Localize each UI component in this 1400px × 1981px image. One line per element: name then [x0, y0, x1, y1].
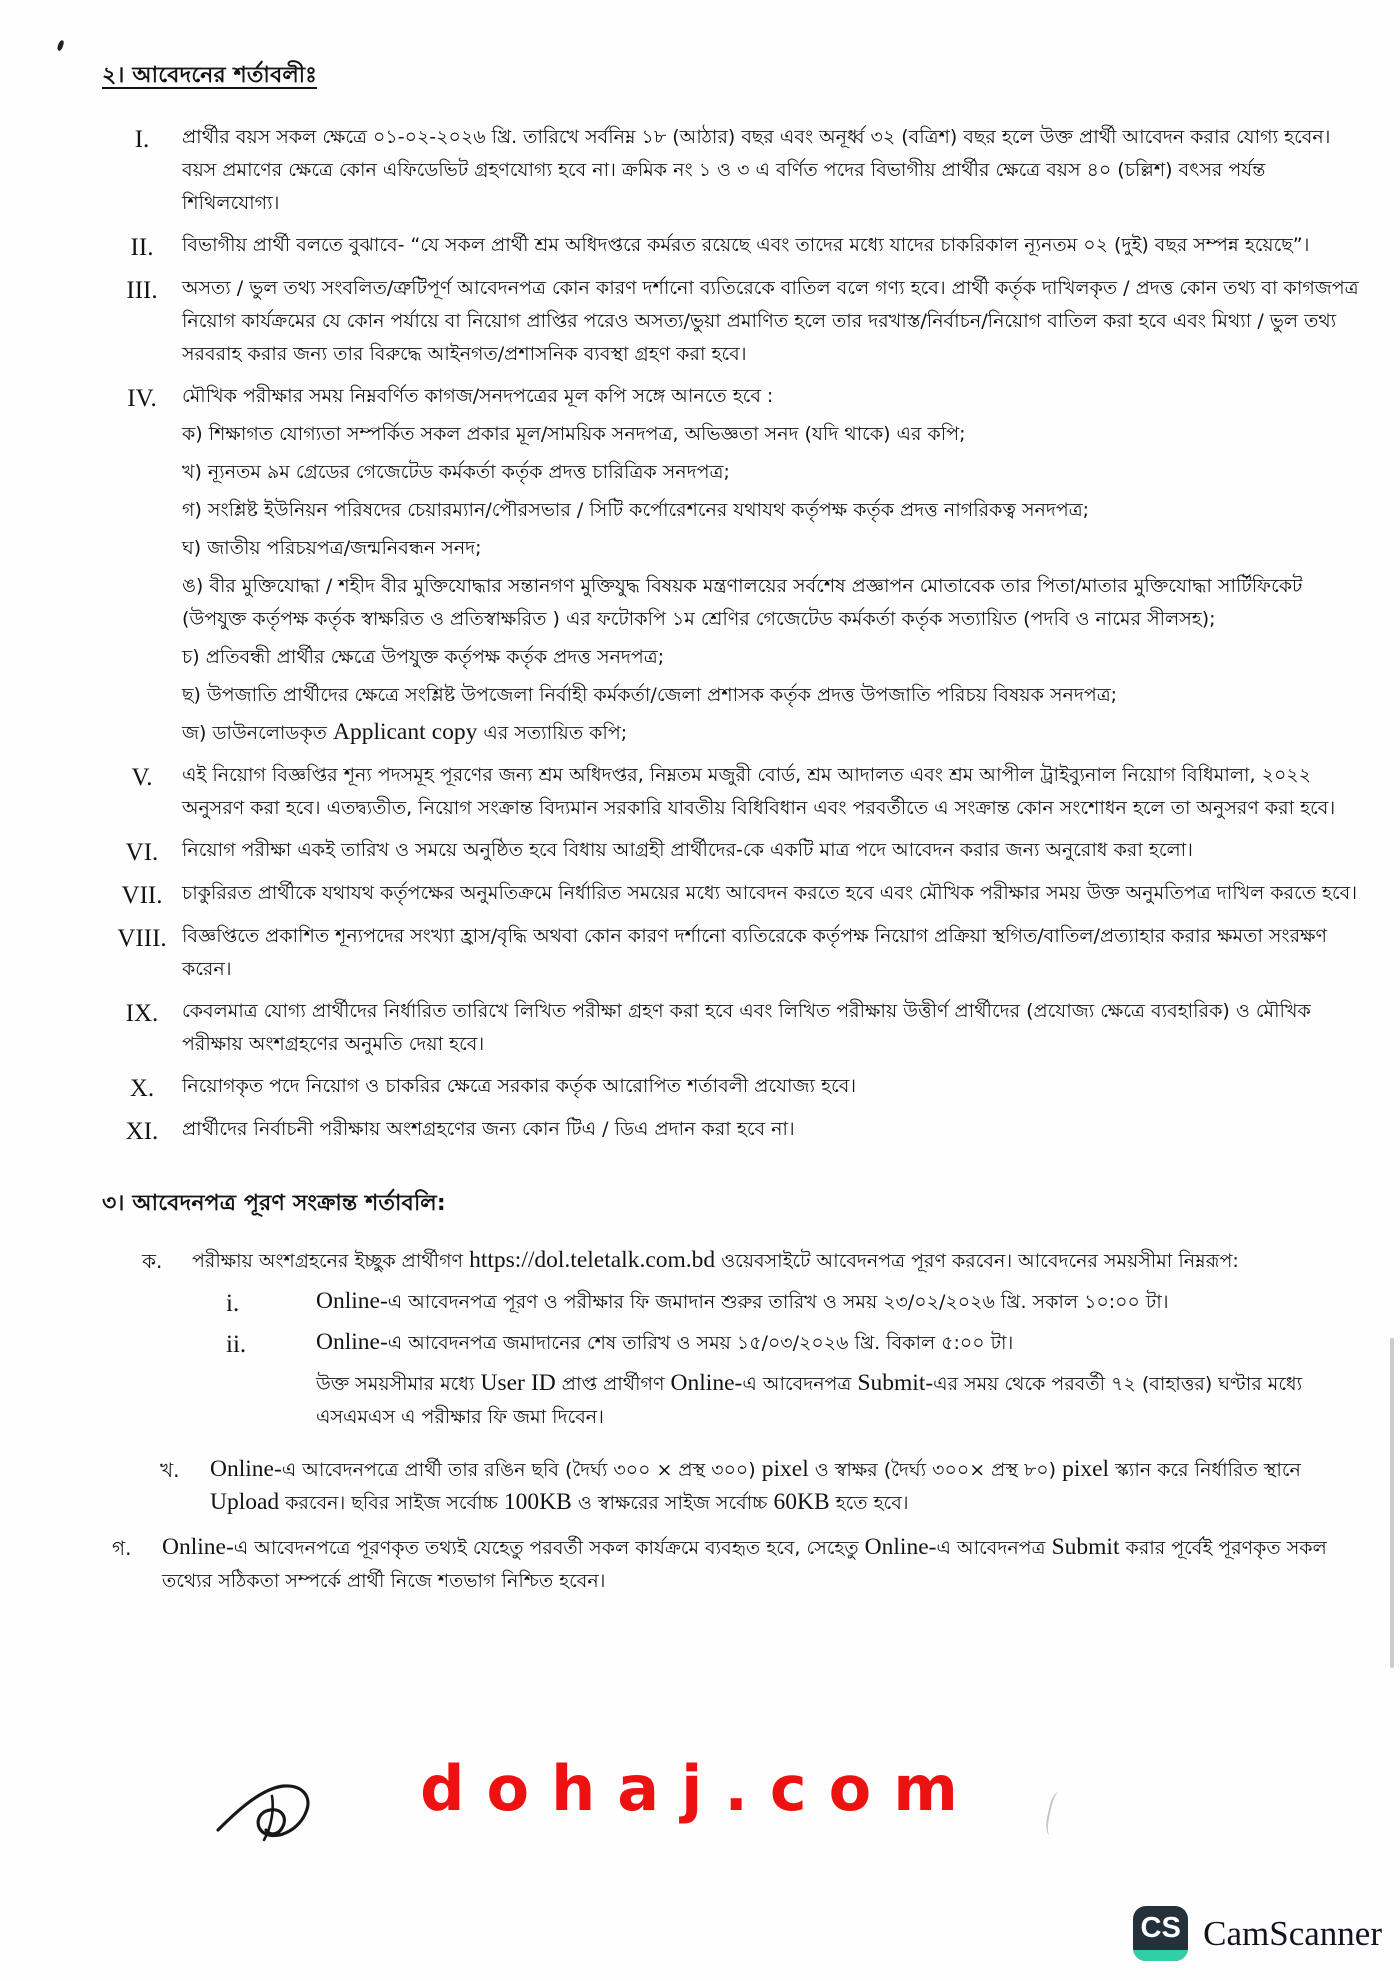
section2-heading: ২। আবেদনের শর্তাবলীঃ: [102, 63, 318, 88]
watermark-text: dohaj.com: [420, 1752, 980, 1825]
term-item-marker: X.: [129, 1075, 155, 1102]
term-item: [102, 121, 1374, 220]
term-item-text: বিজ্ঞপ্তিতে প্রকাশিত শূন্যপদের সংখ্যা হ্রাস/বৃদ্ধি অথবা কোন কারণ দর্শানো ব্যতিরেকে কর্তৃপক্ষ নিয়োগ প্রক্রিয়া স্থগিত/বাতিল/প্রত্যাহার করার ক্ষমতা সংরক্ষণ করেন।: [182, 925, 1327, 980]
term-sub-item-text: ক) শিক্ষাগত যোগ্যতা সম্পর্কিত সকল প্রকার মূল/সাময়িক সনদপত্র, অভিজ্ঞতা সনদ (যদি থাকে) এর কপি;: [182, 423, 966, 445]
camscanner-label: CamScanner: [1203, 1913, 1382, 1953]
application-term-body: [210, 1454, 1374, 1520]
term-item-marker: II.: [130, 234, 154, 261]
term-item-text: অসত্য / ভুল তথ্য সংবলিত/ত্রুটিপূর্ণ আবেদনপত্র কোন কারণ দর্শানো ব্যতিরেকে বাতিল বলে গণ্য হবে। প্রার্থী কর্তৃক দাখিলকৃত / প্রদত্ত কোন তথ্য বা কাগজপত্র নিয়োগ কার্যক্রমের যে কোন পর্যায়ে বা নিয়োগ প্রাপ্তির পরেও অসত্য/ভুয়া প্রমাণিত হলে তার দরখাস্ত/নির্বাচন/নিয়োগ বাতিল করা হবে এবং মিথ্যা / ভুল তথ্য সরবরাহ করার জন্য তার বিরুদ্ধে আইনগত/প্রশাসনিক ব্যবস্থা গ্রহণ করা হবে।: [182, 277, 1359, 365]
schedule-sub-item-marker: ii.: [226, 1331, 247, 1358]
application-term-text: Online-এ আবেদনপত্রে পূরণকৃত তথ্যই যেহেতু পরবর্তী সকল কার্যক্রমে ব্যবহৃত হবে, সেহেতু Online-এ আবেদনপত্র Submit করার পূর্বেই পূরণকৃত সকল তথ্যের সঠিকতা সম্পর্কে প্রার্থী নিজে শতভাগ নিশ্চিত হবেন।: [162, 1534, 1327, 1592]
term-sub-item-text: ঘ) জাতীয় পরিচয়পত্র/জন্মনিবন্ধন সনদ;: [182, 537, 482, 559]
schedule-sub-item-text: Online-এ আবেদনপত্র জমাদানের শেষ তারিখ ও সময় ১৫/০৩/২০২৬ খ্রি. বিকাল ৫:০০ টা।: [316, 1329, 1014, 1355]
application-term-item: [142, 1245, 1374, 1442]
term-item: [102, 759, 1374, 825]
document-content: [102, 58, 1374, 1610]
term-item-text: মৌখিক পরীক্ষার সময় নিম্নবর্ণিত কাগজ/সনদপত্রের মূল কপি সঙ্গে আনতে হবে :: [182, 385, 774, 407]
term-item-marker: V.: [131, 764, 153, 791]
term-item-body: [182, 380, 1374, 750]
application-terms-list: [102, 1245, 1374, 1598]
application-term-marker: গ.: [112, 1536, 132, 1560]
application-term-item: [160, 1454, 1374, 1520]
term-item: [102, 1113, 1374, 1147]
scan-speck: [56, 39, 64, 51]
term-item-body: [182, 1070, 1374, 1104]
term-item-body: [182, 121, 1374, 220]
term-item-body: [182, 759, 1374, 825]
term-item-body: [182, 272, 1374, 371]
term-item-text: প্রার্থীর বয়স সকল ক্ষেত্রে ০১-০২-২০২৬ খ্রি. তারিখে সর্বনিম্ন ১৮ (আঠার) বছর এবং অনূর্ধ্ব ৩২ (বত্রিশ) বছর হলে উক্ত প্রার্থী আবেদন করার যোগ্য হবেন। বয়স প্রমাণের ক্ষেত্রে কোন এফিডেভিট গ্রহণযোগ্য হবে না। ক্রমিক নং ১ ও ৩ এ বর্ণিত পদের বিভাগীয় প্রার্থীর ক্ষেত্রে বয়স ৪০ (চল্লিশ) বৎসর পর্যন্ত শিথিলযোগ্য।: [182, 126, 1331, 214]
term-item-body: [182, 834, 1374, 868]
term-item: [102, 229, 1374, 263]
camscanner-logo: [1133, 1906, 1382, 1961]
term-item-marker: III.: [126, 277, 158, 304]
schedule-sub-item: [226, 1286, 1374, 1319]
term-item-marker: IV.: [127, 385, 157, 412]
term-item-body: [182, 995, 1374, 1061]
term-item-text: এই নিয়োগ বিজ্ঞপ্তির শূন্য পদসমূহ পূরণের জন্য শ্রম অধিদপ্তর, নিম্নতম মজুরী বোর্ড, শ্রম আদালত এবং শ্রম আপীল ট্রাইব্যুনাল নিয়োগ বিধিমালা, ২০২২ অনুসরণ করা হবে। এতদ্ব্যতীত, নিয়োগ সংক্রান্ত বিদ্যমান সরকারি যাবতীয় বিধিবিধান এবং পরবর্তীতে এ সংক্রান্ত কোন সংশোধন হলে তা অনুসরণ করা হবে।: [182, 764, 1336, 819]
term-item-body: [182, 920, 1374, 986]
term-item-text: বিভাগীয় প্রার্থী বলতে বুঝাবে- “যে সকল প্রার্থী শ্রম অধিদপ্তরে কর্মরত রয়েছে এবং তাদের মধ্যে যাদের চাকরিকাল ন্যূনতম ০২ (দুই) বছর সম্পন্ন হয়েছে”।: [182, 234, 1310, 256]
term-item-body: [182, 229, 1374, 263]
term-sub-item-text: গ) সংশ্লিষ্ট ইউনিয়ন পরিষদের চেয়ারম্যান/পৌরসভার / সিটি কর্পোরেশনের যথাযথ কর্তৃপক্ষ কর্তৃক প্রদত্ত নাগরিকত্ব সনদপত্র;: [182, 499, 1090, 521]
application-term-text: Online-এ আবেদনপত্রে প্রার্থী তার রঙিন ছবি (দৈর্ঘ্য ৩০০ × প্রস্থ ৩০০) pixel ও স্বাক্ষর (দৈর্ঘ্য ৩০০× প্রস্থ ৮০) pixel স্ক্যান করে নির্ধারিত স্থানে Upload করবেন। ছবির সাইজ সর্বোচ্চ 100KB ও স্বাক্ষরের সাইজ সর্বোচ্চ 60KB হতে হবে।: [210, 1456, 1301, 1515]
term-item-marker: IX.: [125, 1000, 159, 1027]
term-sub-item-text: খ) ন্যূনতম ৯ম গ্রেডের গেজেটেড কর্মকর্তা কর্তৃক প্রদত্ত চারিত্রিক সনদপত্র;: [182, 461, 730, 483]
scan-edge-artifact: [1390, 1338, 1394, 1668]
term-item-marker: I.: [134, 126, 150, 153]
term-item: [102, 995, 1374, 1061]
term-item: [102, 1070, 1374, 1104]
term-sub-item-text: চ) প্রতিবন্ধী প্রার্থীর ক্ষেত্রে উপযুক্ত কর্তৃপক্ষ কর্তৃক প্রদত্ত সনদপত্র;: [182, 646, 665, 668]
term-item-text: প্রার্থীদের নির্বাচনী পরীক্ষায় অংশগ্রহণের জন্য কোন টিএ / ডিএ প্রদান করা হবে না।: [182, 1118, 795, 1140]
term-item-text: কেবলমাত্র যোগ্য প্রার্থীদের নির্ধারিত তারিখে লিখিত পরীক্ষা গ্রহণ করা হবে এবং লিখিত পরীক্ষায় উত্তীর্ণ প্রার্থীদের (প্রযোজ্য ক্ষেত্রে ব্যবহারিক) ও মৌখিক পরীক্ষায় অংশগ্রহণের অনুমতি দেয়া হবে।: [182, 1000, 1311, 1055]
term-item: [102, 272, 1374, 371]
term-item-marker: VII.: [121, 882, 163, 909]
application-term-marker: খ.: [160, 1458, 180, 1482]
term-item-text: নিয়োগ পরীক্ষা একই তারিখ ও সময়ে অনুষ্ঠিত হবে বিধায় আগ্রহী প্রার্থীদের-কে একটি মাত্র পদে আবেদন করার জন্য অনুরোধ করা হলো।: [182, 839, 1193, 861]
schedule-sub-item-text: উক্ত সময়সীমার মধ্যে User ID প্রাপ্ত প্রার্থীগণ Online-এ আবেদনপত্র Submit-এর সময় থেকে পরবর্তী ৭২ (বাহাত্তর) ঘণ্টার মধ্যে এসএমএস এ পরীক্ষার ফি জমা দিবেন।: [316, 1370, 1303, 1428]
schedule-sub-item: [226, 1327, 1374, 1360]
application-term-marker: ক.: [142, 1249, 163, 1273]
term-item-body: [182, 1113, 1374, 1147]
term-sub-item-text: ঙ) বীর মুক্তিযোদ্ধা / শহীদ বীর মুক্তিযোদ্ধার সন্তানগণ মুক্তিযুদ্ধ বিষয়ক মন্ত্রণালয়ের সর্বশেষ প্রজ্ঞাপন মোতাবেক তার পিতা/মাতার মুক্তিযোদ্ধা সার্টিফিকেট (উপযুক্ত কর্তৃপক্ষ কর্তৃক স্বাক্ষরিত ও প্রতিস্বাক্ষরিত ) এর ফটোকপি ১ম শ্রেণির গেজেটেড কর্মকর্তা কর্তৃক সত্যায়িত (পদবি ও নামের সীলসহ);: [182, 575, 1303, 630]
term-sub-item-text: ছ) উপজাতি প্রার্থীদের ক্ষেত্রে সংশ্লিষ্ট উপজেলা নির্বাহী কর্মকর্তা/জেলা প্রশাসক কর্তৃক প্রদত্ত উপজাতি পরিচয় বিষয়ক সনদপত্র;: [182, 684, 1118, 706]
camscanner-icon-accent-bar: [1133, 1950, 1188, 1961]
schedule-sub-item: [226, 1368, 1374, 1434]
application-term-body: [162, 1532, 1374, 1598]
schedule-sub-item-marker: [226, 1368, 316, 1434]
term-item-body: [182, 877, 1374, 911]
term-item: [102, 380, 1374, 750]
application-term-body: [192, 1245, 1374, 1442]
section3-heading: ৩। আবেদনপত্র পূরণ সংক্রান্ত শর্তাবলি:: [102, 1191, 446, 1216]
term-item-marker: XI.: [125, 1118, 159, 1145]
term-item-text: নিয়োগকৃত পদে নিয়োগ ও চাকরির ক্ষেত্রে সরকার কর্তৃক আরোপিত শর্তাবলী প্রযোজ্য হবে।: [182, 1075, 857, 1097]
term-item: [102, 834, 1374, 868]
term-sub-item-text: জ) ডাউনলোডকৃত Applicant copy এর সত্যায়িত কপি;: [182, 719, 628, 745]
schedule-sub-item-text: Online-এ আবেদনপত্র পূরণ ও পরীক্ষার ফি জমাদান শুরুর তারিখ ও সময় ২৩/০২/২০২৬ খ্রি. সকাল ১০:০০ টা।: [316, 1288, 1169, 1314]
application-term-text: পরীক্ষায় অংশগ্রহনের ইচ্ছুক প্রার্থীগণ https://dol.teletalk.com.bd ওয়েবসাইটে আবেদনপত্র পূরণ করবেন। আবেদনের সময়সীমা নিম্নরূপ:: [192, 1247, 1239, 1273]
term-item: [102, 877, 1374, 911]
term-item-marker: VI.: [125, 839, 159, 866]
terms-list: [102, 121, 1374, 1147]
term-item-text: চাকুরিরত প্রার্থীকে যথাযথ কর্তৃপক্ষের অনুমতিক্রমে নির্ধারিত সময়ের মধ্যে আবেদন করতে হবে এবং মৌখিক পরীক্ষার সময় উক্ত অনুমতিপত্র দাখিল করতে হবে।: [182, 882, 1357, 904]
term-item: [102, 920, 1374, 986]
term-item-marker: VIII.: [117, 925, 167, 952]
schedule-sub-item-marker: i.: [226, 1290, 240, 1317]
camscanner-icon: [1133, 1906, 1188, 1961]
application-term-item: [112, 1532, 1374, 1598]
camscanner-icon-text: CS: [1140, 1912, 1181, 1944]
